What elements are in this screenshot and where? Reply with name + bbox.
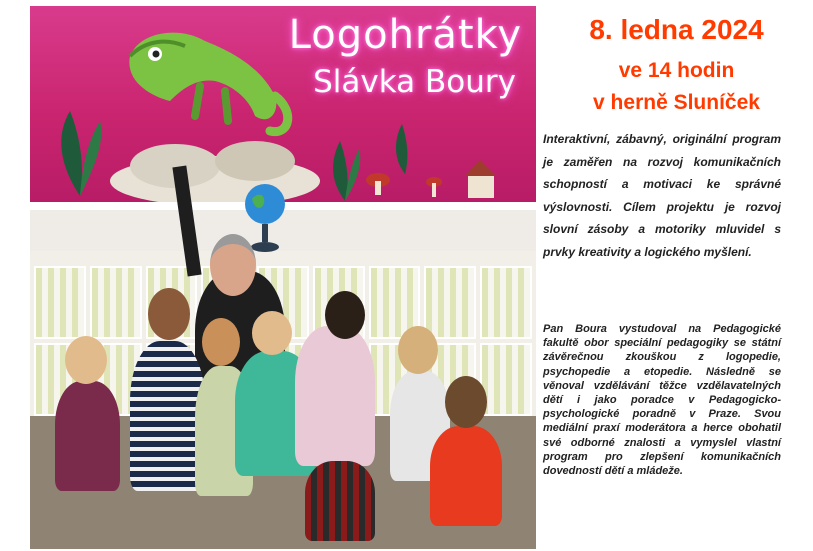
shelf-bin: [34, 266, 86, 339]
child-head: [148, 288, 190, 340]
child-figure: [130, 341, 205, 491]
child-head: [65, 336, 107, 384]
child-figure: [295, 326, 375, 466]
child-head: [325, 291, 365, 339]
program-description: Interaktivní, zábavný, originální program je zaměřen na rozvoj komunikačních schopností a motivaci ke správné výslovnosti. Cílem projektu je rozvoj slovní zásoby a motoriky mluvidel s prvky kreativity a logického myšlení.: [543, 132, 781, 259]
mushroom-illustration: [365, 171, 391, 197]
event-photo: [30, 6, 536, 549]
mural-title-line1: Logohrátky: [288, 12, 522, 58]
chameleon-illustration: [110, 16, 300, 146]
child-head: [398, 326, 438, 374]
mural-wall: [30, 6, 536, 206]
shelf-bin: [480, 266, 532, 339]
presenter-head: [210, 234, 256, 296]
shelf-bin: [90, 266, 142, 339]
shelf-bin: [480, 343, 532, 416]
child-legs: [305, 461, 375, 541]
event-date: 8. ledna 2024: [589, 14, 764, 45]
child-head: [445, 376, 487, 428]
mushroom-illustration: [425, 176, 443, 200]
plant-illustration: [390, 124, 420, 174]
child-head: [252, 311, 292, 355]
plant-illustration: [325, 141, 365, 201]
event-place: v herně Sluníček: [593, 91, 760, 114]
shelf-bin: [424, 266, 476, 339]
mural-title-line2: Slávka Boury: [313, 64, 516, 100]
plant-illustration: [50, 106, 110, 196]
child-figure: [430, 426, 502, 526]
presenter-bio: Pan Boura vystudoval na Pedagogické fakultě obor speciální pedagogiky se státní závěrečnou zkouškou z logopedie, psychopedie a etopedie. Následně se věnoval vzdělávání těžce vzdělavatelných dětí i jako poradce v Pedagogicko-psychologické poradně v Praze. Svou mediální praxí moderátora a herce obohatil své odborné znalosti a vymyslel vlastní program pro zlepšení komunikačních dovedností dětí a mládeže.: [543, 323, 781, 478]
child-head: [202, 318, 240, 366]
mural-title: [289, 12, 522, 100]
child-figure: [55, 381, 120, 491]
house-illustration: [460, 156, 500, 201]
event-time: ve 14 hodin: [618, 59, 735, 82]
